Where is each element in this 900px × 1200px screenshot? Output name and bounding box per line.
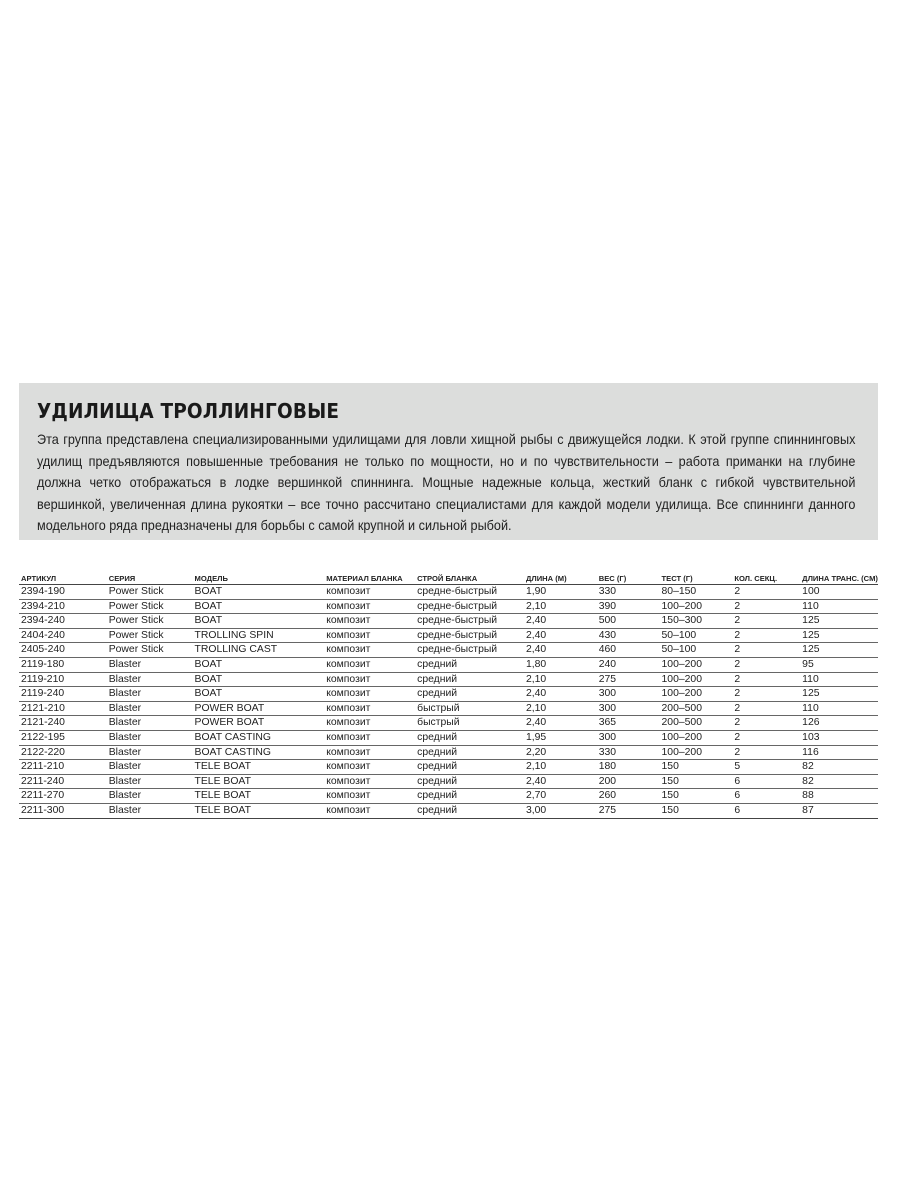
cell-test: 200–500 [660,716,733,731]
cell-blank-action: средне-быстрый [415,643,524,658]
cell-length: 1,90 [524,585,597,600]
cell-blank-material: композит [324,585,415,600]
cell-model: POWER BOAT [193,716,325,731]
cell-weight: 330 [597,745,660,760]
cell-sections: 2 [732,701,800,716]
cell-series: Blaster [107,789,193,804]
cell-transport-length: 126 [800,716,878,731]
cell-length: 2,40 [524,628,597,643]
cell-test: 100–200 [660,745,733,760]
cell-length: 2,40 [524,716,597,731]
header-weight: ВЕС (Г) [597,569,660,585]
cell-transport-length: 125 [800,628,878,643]
cell-sections: 6 [732,803,800,818]
cell-length: 2,10 [524,760,597,775]
cell-article: 2404-240 [19,628,107,643]
cell-blank-action: средний [415,672,524,687]
cell-length: 2,40 [524,687,597,702]
cell-transport-length: 125 [800,614,878,629]
cell-weight: 300 [597,730,660,745]
cell-article: 2405-240 [19,643,107,658]
cell-length: 2,70 [524,789,597,804]
cell-length: 2,40 [524,614,597,629]
cell-model: TELE BOAT [193,789,325,804]
cell-series: Blaster [107,701,193,716]
cell-test: 100–200 [660,730,733,745]
cell-model: TELE BOAT [193,803,325,818]
cell-weight: 460 [597,643,660,658]
cell-test: 100–200 [660,672,733,687]
table-row [19,599,878,614]
cell-series: Blaster [107,657,193,672]
cell-blank-material: композит [324,730,415,745]
cell-article: 2394-210 [19,599,107,614]
cell-sections: 2 [732,716,800,731]
cell-blank-material: композит [324,687,415,702]
cell-length: 2,10 [524,599,597,614]
cell-sections: 2 [732,585,800,600]
table-row [19,701,878,716]
cell-weight: 240 [597,657,660,672]
cell-article: 2211-300 [19,803,107,818]
cell-transport-length: 82 [800,760,878,775]
cell-transport-length: 110 [800,701,878,716]
cell-blank-action: средний [415,774,524,789]
cell-length: 2,40 [524,643,597,658]
cell-article: 2211-270 [19,789,107,804]
cell-article: 2394-240 [19,614,107,629]
cell-blank-material: композит [324,643,415,658]
header-model: МОДЕЛЬ [193,569,325,585]
cell-article: 2119-240 [19,687,107,702]
cell-length: 1,80 [524,657,597,672]
cell-blank-action: средний [415,789,524,804]
header-article: АРТИКУЛ [19,569,107,585]
cell-test: 100–200 [660,657,733,672]
cell-test: 150–300 [660,614,733,629]
cell-article: 2211-240 [19,774,107,789]
cell-model: BOAT CASTING [193,745,325,760]
cell-length: 2,10 [524,672,597,687]
cell-transport-length: 125 [800,643,878,658]
cell-model: BOAT [193,585,325,600]
header-sections: КОЛ. СЕКЦ. [732,569,800,585]
description-banner [19,383,878,540]
cell-length: 2,10 [524,701,597,716]
cell-series: Power Stick [107,628,193,643]
rod-spec-table [19,569,878,819]
cell-article: 2119-210 [19,672,107,687]
cell-blank-action: средне-быстрый [415,614,524,629]
cell-series: Blaster [107,803,193,818]
cell-weight: 500 [597,614,660,629]
cell-transport-length: 125 [800,687,878,702]
cell-series: Blaster [107,672,193,687]
cell-series: Power Stick [107,643,193,658]
cell-length: 1,95 [524,730,597,745]
cell-weight: 275 [597,672,660,687]
cell-blank-action: средний [415,803,524,818]
cell-series: Power Stick [107,599,193,614]
cell-weight: 180 [597,760,660,775]
cell-test: 100–200 [660,687,733,702]
cell-blank-action: средне-быстрый [415,585,524,600]
cell-test: 150 [660,789,733,804]
cell-weight: 300 [597,701,660,716]
cell-transport-length: 103 [800,730,878,745]
table-body [19,585,878,819]
cell-model: BOAT [193,657,325,672]
cell-blank-action: быстрый [415,701,524,716]
cell-model: TELE BOAT [193,774,325,789]
header-transport-length: ДЛИНА ТРАНС. (СМ) [800,569,878,585]
cell-weight: 300 [597,687,660,702]
cell-weight: 260 [597,789,660,804]
header-length: ДЛИНА (М) [524,569,597,585]
cell-model: POWER BOAT [193,701,325,716]
cell-test: 100–200 [660,599,733,614]
table-row [19,614,878,629]
cell-model: TROLLING CAST [193,643,325,658]
cell-blank-action: средне-быстрый [415,599,524,614]
table-row [19,760,878,775]
cell-sections: 6 [732,774,800,789]
cell-length: 2,20 [524,745,597,760]
cell-transport-length: 88 [800,789,878,804]
cell-weight: 430 [597,628,660,643]
cell-blank-material: композит [324,745,415,760]
cell-blank-action: средний [415,745,524,760]
cell-series: Blaster [107,687,193,702]
header-blank-material: МАТЕРИАЛ БЛАНКА [324,569,415,585]
cell-blank-action: средне-быстрый [415,628,524,643]
table-row [19,716,878,731]
cell-blank-action: средний [415,657,524,672]
table-row [19,672,878,687]
cell-series: Power Stick [107,585,193,600]
cell-blank-material: композит [324,628,415,643]
cell-model: TELE BOAT [193,760,325,775]
header-series: СЕРИЯ [107,569,193,585]
header-blank-action: СТРОЙ БЛАНКА [415,569,524,585]
cell-blank-material: композит [324,716,415,731]
cell-sections: 2 [732,672,800,687]
cell-series: Blaster [107,745,193,760]
cell-model: BOAT CASTING [193,730,325,745]
cell-sections: 5 [732,760,800,775]
cell-weight: 200 [597,774,660,789]
table-row [19,789,878,804]
cell-article: 2394-190 [19,585,107,600]
cell-blank-action: средний [415,760,524,775]
cell-sections: 6 [732,789,800,804]
table-row [19,803,878,818]
cell-model: BOAT [193,599,325,614]
table-row [19,643,878,658]
cell-blank-material: композит [324,789,415,804]
cell-weight: 390 [597,599,660,614]
cell-weight: 330 [597,585,660,600]
cell-model: BOAT [193,614,325,629]
cell-blank-action: средний [415,730,524,745]
cell-article: 2119-180 [19,657,107,672]
cell-blank-material: композит [324,774,415,789]
cell-transport-length: 100 [800,585,878,600]
table-row [19,657,878,672]
cell-test: 50–100 [660,643,733,658]
cell-sections: 2 [732,628,800,643]
cell-sections: 2 [732,657,800,672]
cell-sections: 2 [732,730,800,745]
cell-test: 150 [660,803,733,818]
cell-blank-action: средний [415,687,524,702]
cell-series: Blaster [107,716,193,731]
cell-blank-material: композит [324,614,415,629]
cell-blank-material: композит [324,657,415,672]
header-test: ТЕСТ (Г) [660,569,733,585]
cell-blank-action: быстрый [415,716,524,731]
table-row [19,687,878,702]
cell-blank-material: композит [324,672,415,687]
cell-model: TROLLING SPIN [193,628,325,643]
cell-transport-length: 116 [800,745,878,760]
table-row [19,774,878,789]
table-row [19,730,878,745]
cell-transport-length: 110 [800,672,878,687]
cell-weight: 275 [597,803,660,818]
cell-test: 150 [660,760,733,775]
cell-article: 2122-220 [19,745,107,760]
section-description: Эта группа представлена специализированными удилищами для ловли хищной рыбы с движущейся лодки. К этой группе спиннинговых удилищ предъявляются повышенные требования не только по мощности, но и по чувствительности – работа приманки на глубине должна четко отображаться в лодке вершинкой спиннинга. Мощные надежные кольца, жесткий бланк с гибкой чувствительной вершинкой, увеличенная длина рукоятки – все точно рассчитано специалистами для каждой модели удилища. Все спиннинги данного модельного ряда предназначены для борьбы с самой крупной и сильной рыбой. [37,432,856,534]
cell-blank-material: композит [324,803,415,818]
cell-transport-length: 82 [800,774,878,789]
cell-sections: 2 [732,643,800,658]
cell-series: Blaster [107,760,193,775]
cell-blank-material: композит [324,599,415,614]
cell-sections: 2 [732,599,800,614]
cell-transport-length: 87 [800,803,878,818]
cell-length: 2,40 [524,774,597,789]
section-title: УДИЛИЩА ТРОЛЛИНГОВЫЕ [37,399,340,423]
cell-blank-material: композит [324,701,415,716]
cell-test: 200–500 [660,701,733,716]
cell-model: BOAT [193,687,325,702]
table-row [19,628,878,643]
table-header-row [19,569,878,585]
table-row [19,745,878,760]
cell-length: 3,00 [524,803,597,818]
cell-transport-length: 110 [800,599,878,614]
cell-transport-length: 95 [800,657,878,672]
cell-sections: 2 [732,614,800,629]
cell-test: 50–100 [660,628,733,643]
table-row [19,585,878,600]
cell-article: 2121-210 [19,701,107,716]
cell-test: 150 [660,774,733,789]
cell-article: 2211-210 [19,760,107,775]
cell-blank-material: композит [324,760,415,775]
cell-series: Blaster [107,774,193,789]
cell-sections: 2 [732,687,800,702]
cell-model: BOAT [193,672,325,687]
cell-sections: 2 [732,745,800,760]
cell-article: 2122-195 [19,730,107,745]
cell-series: Power Stick [107,614,193,629]
cell-article: 2121-240 [19,716,107,731]
cell-test: 80–150 [660,585,733,600]
cell-weight: 365 [597,716,660,731]
cell-series: Blaster [107,730,193,745]
